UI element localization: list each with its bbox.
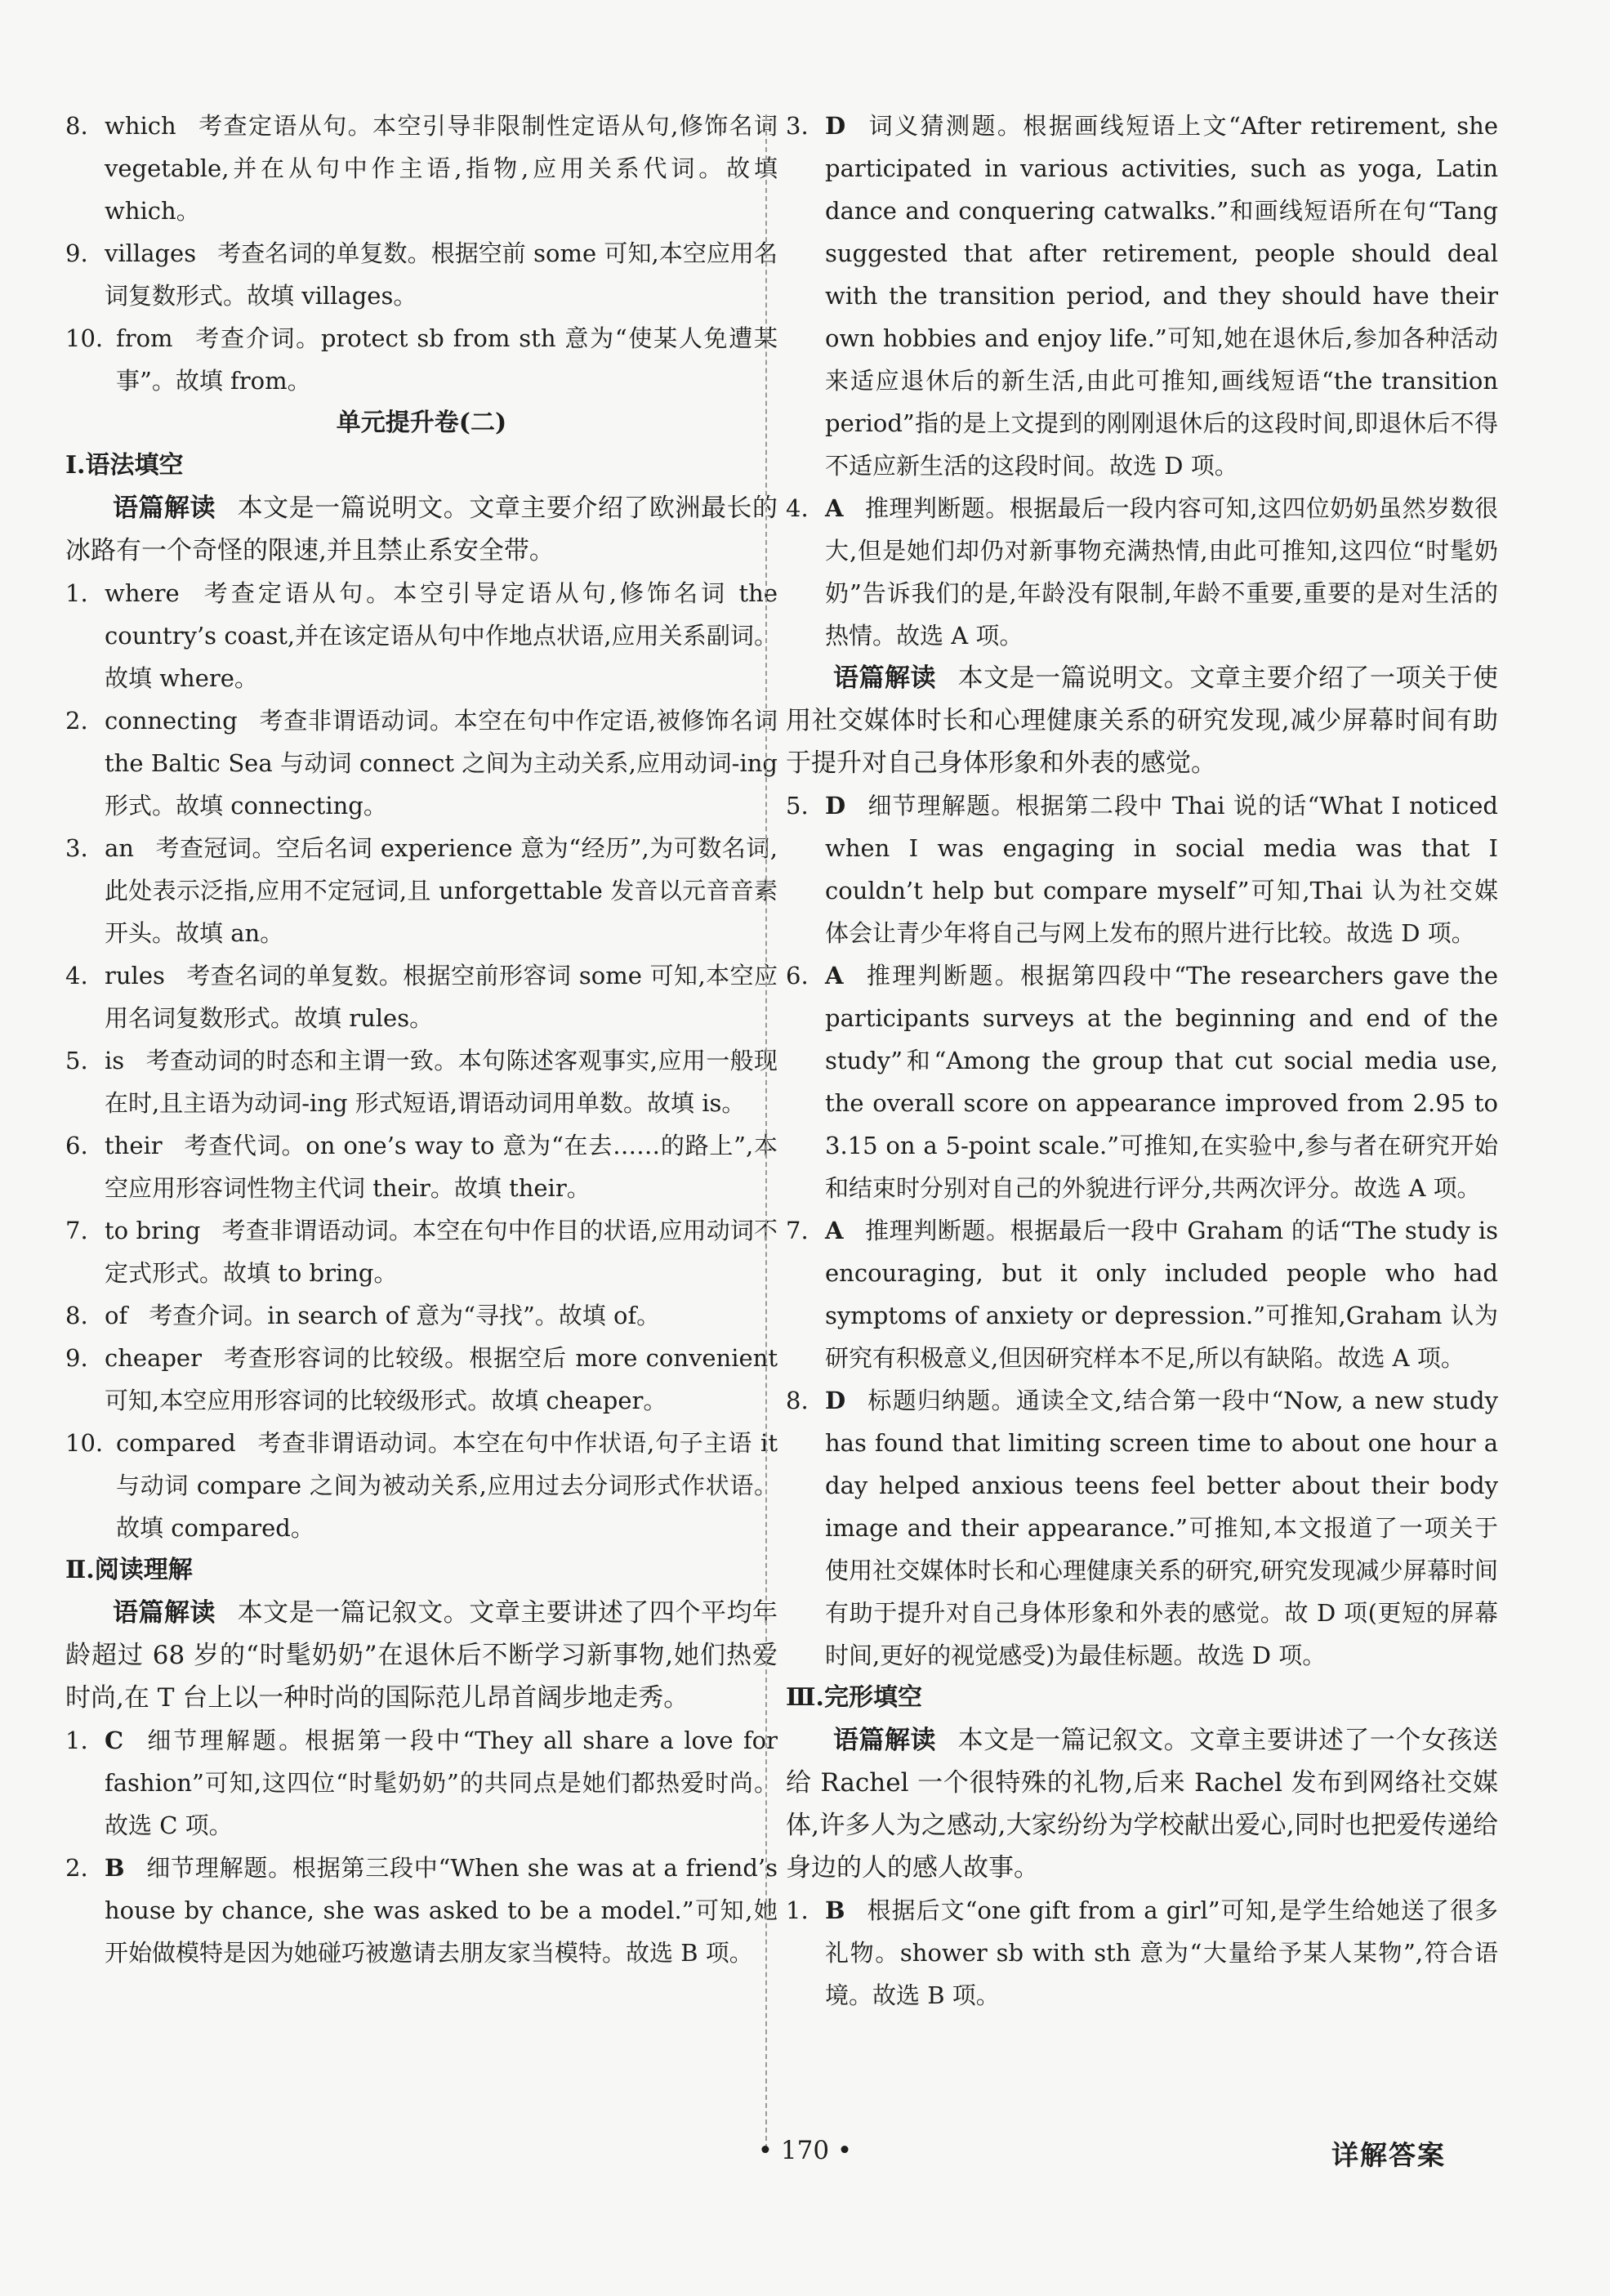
list-item [786,784,1498,954]
item-number: 8. [65,1302,88,1329]
section-heading-grammar: Ⅰ.语法填空 [65,451,184,480]
item-answer: connecting [105,707,238,735]
item-answer: D [825,792,846,820]
item-number: 6. [786,962,809,989]
item-number: 4. [65,962,88,989]
item-number: 10. [65,324,104,352]
list-item [65,105,778,232]
intro-tag: 语篇解读 [833,1726,937,1755]
list-item [65,232,778,317]
list-item [65,1847,778,1974]
list-item [65,572,778,699]
item-number: 2. [65,1854,88,1882]
list-item [65,1294,778,1337]
item-answer: A [825,962,844,989]
item-explanation: 考查代词。on one’s way to 意为“在去……的路上”,本空应用形容词性物主代词 their。故填 their。 [105,1132,778,1202]
item-explanation: 考查形容词的比较级。根据空后 more convenient 可知,本空应用形容词的比较级形式。故填 cheaper。 [105,1344,778,1414]
section-heading-cloze: Ⅲ.完形填空 [786,1683,922,1712]
item-explanation: 标题归纳题。通读全文,结合第一段中“Now, a new study has found that limiting screen time to about one hour a day helped anxious teens feel better about their body image and their appearance.”可推知,本文报道了一项关于使用社交媒体时长和心理健康关系的研究,研究发现减少屏幕时间有助于提升对自己身体形象和外表的感觉。故 D 项(更短的屏幕时间,更好的视觉感受)为最佳标题。故选 D 项。 [825,1387,1498,1669]
intro-tag: 语篇解读 [113,494,216,523]
item-explanation: 词义猜测题。根据画线短语上文“After retirement, she participated in various activities, such as yoga, Latin dance and conquering catwalks.”和画线短语所在句“Tang suggested that after retirement, people should deal with the transition period, and they should have their own hobbies and enjoy life.”可知,她在退休后,参加各种活动来适应退休后的新生活,由此可推知,画线短语“the transition period”指的是上文提到的刚刚退休后的这段时间,即退休后不得不适应新生活的这段时间。故选 D 项。 [825,112,1498,480]
item-number: 5. [786,792,809,820]
item-explanation: 考查介词。protect sb from sth 意为“使某人免遭某事”。故填 from。 [116,324,778,395]
item-explanation: 考查非谓语动词。本空在句中作状语,句子主语 it 与动词 compare 之间为被动关系,应用过去分词形式作状语。故填 compared。 [116,1429,778,1542]
item-answer: C [105,1726,124,1754]
intro-tag: 语篇解读 [113,1598,216,1628]
passage-intro [786,1719,1498,1889]
list-item [65,1209,778,1294]
list-item [65,1422,778,1549]
item-explanation: 考查非谓语动词。本空在句中作定语,被修饰名词 the Baltic Sea 与动词 connect 之间为主动关系,应用动词-ing 形式。故填 connecting。 [105,707,778,820]
item-number: 10. [65,1429,104,1457]
list-item [65,827,778,954]
list-item [786,1209,1498,1379]
list-item [65,317,778,402]
item-number: 3. [786,112,809,140]
item-answer: is [105,1047,125,1074]
item-answer: B [825,1896,845,1924]
item-number: 8. [65,112,88,140]
item-explanation: 根据后文“one gift from a girl”可知,是学生给她送了很多礼物。shower sb with sth 意为“大量给予某人某物”,符合语境。故选 B 项。 [825,1896,1498,2009]
item-answer: A [825,494,844,522]
left-column [65,105,778,1974]
list-item [65,1337,778,1422]
item-number: 7. [786,1217,809,1244]
item-answer: cheaper [105,1344,202,1372]
list-item [65,699,778,827]
item-explanation: 细节理解题。根据第二段中 Thai 说的话“What I noticed when I was engaging in social media was that I couldn’t help but compare myself”可知,Thai 认为社交媒体会让青少年将自己与网上发布的照片进行比较。故选 D 项。 [825,792,1498,947]
intro-tag: 语篇解读 [833,663,937,693]
list-item [786,954,1498,1209]
item-answer: where [105,579,180,607]
page-number: • 170 • [757,2136,853,2165]
item-explanation: 推理判断题。根据第四段中“The researchers gave the participants surveys at the beginning and end of the study”和“Among the group that cut social media use, the overall score on appearance improved from 2.95 to 3.15 on a 5-point scale.”可推知,在实验中,参与者在研究开始和结束时分别对自己的外貌进行评分,共两次评分。故选 A 项。 [825,962,1498,1202]
item-answer: compared [116,1429,236,1457]
item-answer: B [105,1854,125,1882]
unit-title: 单元提升卷(二) [336,409,507,437]
item-explanation: 考查定语从句。本空引导定语从句,修饰名词 the country’s coast,并在该定语从句中作地点状语,应用关系副词。故填 where。 [105,579,778,692]
list-item [65,1719,778,1847]
list-item [786,1379,1498,1677]
item-number: 4. [786,494,809,522]
list-item [786,1889,1498,2017]
list-item [786,105,1498,487]
column-divider [765,114,767,2149]
item-explanation: 考查介词。in search of 意为“寻找”。故填 of。 [149,1302,661,1329]
item-number: 3. [65,834,88,862]
item-answer: an [105,834,134,862]
item-answer: to bring [105,1217,201,1244]
right-column [786,105,1498,2017]
item-number: 9. [65,1344,88,1372]
item-explanation: 细节理解题。根据第一段中“They all share a love for fashion”可知,这四位“时髦奶奶”的共同点是她们都热爱时尚。故选 C 项。 [105,1726,778,1839]
intro-text: 本文是一篇说明文。文章主要介绍了欧洲最长的冰路有一个奇怪的限速,并且禁止系安全带。 [65,494,778,565]
item-explanation: 考查冠词。空后名词 experience 意为“经历”,为可数名词,此处表示泛指,应用不定冠词,且 unforgettable 发音以元音音素开头。故填 an。 [105,834,778,947]
item-answer: D [825,1387,846,1414]
list-item [65,954,778,1039]
passage-intro [65,487,778,572]
list-item [65,1039,778,1124]
item-explanation: 考查名词的单复数。根据空前形容词 some 可知,本空应用名词复数形式。故填 rules。 [105,962,778,1032]
item-number: 5. [65,1047,88,1074]
item-answer: A [825,1217,844,1244]
intro-text: 本文是一篇记叙文。文章主要讲述了四个平均年龄超过 68 岁的“时髦奶奶”在退休后不断学习新事物,她们热爱时尚,在 T 台上以一种时尚的国际范儿昂首阔步地走秀。 [65,1598,778,1713]
item-answer: their [105,1132,163,1159]
item-answer: which [105,112,176,140]
item-answer: from [116,324,173,352]
list-item [65,1124,778,1209]
item-number: 8. [786,1387,809,1414]
section-heading-reading: Ⅱ.阅读理解 [65,1556,193,1584]
item-explanation: 考查非谓语动词。本空在句中作目的状语,应用动词不定式形式。故填 to bring。 [105,1217,778,1287]
item-number: 2. [65,707,88,735]
item-number: 1. [65,1726,88,1754]
item-answer: villages [105,239,197,267]
item-explanation: 考查名词的单复数。根据空前 some 可知,本空应用名词复数形式。故填 villages。 [105,239,778,310]
item-explanation: 考查定语从句。本空引导非限制性定语从句,修饰名词 vegetable,并在从句中作主语,指物,应用关系代词。故填 which。 [105,112,778,225]
item-number: 1. [65,579,88,607]
passage-intro [65,1592,778,1719]
item-explanation: 推理判断题。根据最后一段内容可知,这四位奶奶虽然岁数很大,但是她们却仍对新事物充满热情,由此可推知,这四位“时髦奶奶”告诉我们的是,年龄没有限制,年龄不重要,重要的是对生活的热情。故选 A 项。 [825,494,1498,650]
passage-intro [786,657,1498,784]
item-explanation: 细节理解题。根据第三段中“When she was at a friend’s house by chance, she was asked to be a model.”可知,她开始做模特是因为她碰巧被邀请去朋友家当模特。故选 B 项。 [105,1854,778,1967]
item-number: 9. [65,239,88,267]
item-explanation: 考查动词的时态和主谓一致。本句陈述客观事实,应用一般现在时,且主语为动词-ing 形式短语,谓语动词用单数。故填 is。 [105,1047,778,1117]
item-answer: of [105,1302,128,1329]
item-number: 6. [65,1132,88,1159]
item-number: 7. [65,1217,88,1244]
footer-label: 详解答案 [1331,2139,1446,2171]
intro-text: 本文是一篇记叙文。文章主要讲述了一个女孩送给 Rachel 一个很特殊的礼物,后来 Rachel 发布到网络社交媒体,许多人为之感动,大家纷纷为学校献出爱心,同时也把爱传递给身边的人的感人故事。 [786,1726,1499,1883]
intro-text: 本文是一篇说明文。文章主要介绍了一项关于使用社交媒体时长和心理健康关系的研究发现,减少屏幕时间有助于提升对自己身体形象和外表的感觉。 [786,663,1499,778]
item-explanation: 推理判断题。根据最后一段中 Graham 的话“The study is encouraging, but it only included people who had symptoms of anxiety or depression.”可推知,Graham 认为研究有积极意义,但因研究样本不足,所以有缺陷。故选 A 项。 [825,1217,1498,1372]
item-number: 1. [786,1896,809,1924]
item-answer: rules [105,962,165,989]
list-item [786,487,1498,657]
item-answer: D [825,112,846,140]
